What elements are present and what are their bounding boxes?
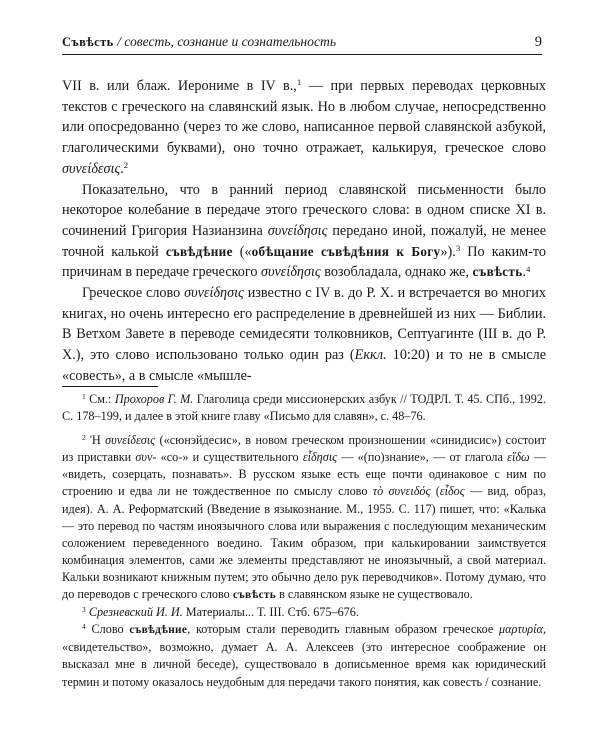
greek-word: εἶδησις [302, 450, 338, 465]
greek-word: συνείδησις [184, 285, 244, 302]
footnote-4: $^4$ Слово съвѣдѣние, которым стали переводить главным образом греческое μαρτυρία, «свидетельство», возможно, думает А. А. Алексеев (это интересное соображение он высказал мне в личной беседе), существовало в дописьменное время как юридический термин и потому оказалось неудобным для передачи такого понятия, как совесть / сознание. [62, 622, 546, 689]
footnote-number: 4 [82, 622, 86, 632]
greek-word: συνείδεσις [62, 160, 121, 177]
greek-word: συνείδεσις [105, 433, 156, 448]
greek-word: συνείδησις [267, 222, 328, 239]
slavonic-word: съвѣсть [232, 589, 277, 602]
running-head-subtitle: / совесть, сознание и сознательность [113, 34, 337, 49]
page-number: 9 [534, 34, 542, 50]
footnote-ref-4[interactable]: 4 [526, 263, 531, 274]
running-head [62, 34, 336, 50]
paragraph-3: Греческое слово συνείδησις известно с IV в. до Р. Х. и встречается во многих книгах, но очень интересно его распределение в древнейшей из них — Библии. В Ветхом Завете в переводе семидесяти толковников, Септуагинте (III в. до Р. Х.), это слово использовано только один раз (Еккл. 10:20) и то не в смысле «совесть», а в смысле «мышле- [62, 285, 546, 384]
bible-reference: Еккл. [354, 347, 387, 364]
greek-word: συν- [135, 450, 157, 465]
footnote-2: $^2$ Ἡ συνείδεσις («сюнэйдесис», в новом греческом произношении «синидисис») состоит из приставки συν- «со-» и существительного εἶδησις — «(по)знание», — от глагола εἴδω — «видеть, созерцать, познавать». В русском языке есть еще почти одинаковое с ним по строению и едва ли не тождественное по смыслу слово τὸ συνειδός (εἶδος — вид, образ, идея). А. А. Реформатский (Введение в языкознание. М., 1955. С. 117) пишет, что: «Калька — это перевод по частям иноязычного слова или выражения с последующим механическим соложением переведенного воедино. Таким образом, при калькировании заимствуется комбинация элементов, сами же элементы представляют не иноязычный, а свой материал. Кальки возникают книжным путем; это обычно дело рук переводчиков». Потому думаю, что до переводов с греческого слово съвѣсть в славянском языке не существовало. [62, 433, 547, 602]
footnote-3: $^3$ Срезневский И. И. Материалы... Т. III. Стб. 675–676. [82, 604, 359, 620]
greek-word: εἶδος [439, 484, 465, 499]
header-rule [62, 54, 542, 55]
main-text [62, 76, 546, 387]
footnote-number: 2 [82, 433, 86, 443]
footnote-separator [62, 386, 158, 387]
greek-word: τὸ συνειδός [372, 484, 431, 499]
greek-word: συνείδησις [261, 264, 321, 281]
footnote-number: 3 [82, 604, 86, 614]
paragraph-2: Показательно, что в ранний период славянской письменности было некоторое колебание в передаче этого греческого слова: в одном списке XI в. сочинений Григория Назианзина συνείδησις передано иной, пожалуй, не менее точной калькой съвѣдѣние («обѣщание съвѣдѣния к Богу»).$^3$ По каким-то причинам в передаче греческого συνείδησις возобладала, однако же, съвѣсть.$^4$ [62, 181, 547, 281]
page-header [62, 34, 542, 54]
footnote-ref-2[interactable]: 2 [123, 159, 129, 170]
slavonic-word: съвѣдѣние [129, 624, 188, 637]
paragraph-1: VII в. или блаж. Иерониме в IV в.,$^1$ — при первых переводах церковных текстов с греческого на славянский язык. Но в любом случае, непосредственно или опосредованно (через то же слово, написанное первой славянской азбукой, глаголическими буквами), оно точно отражает, калькируя, греческое слово συνείδεσις.$^2$ [62, 77, 546, 177]
slavonic-phrase: обѣщание съвѣдѣния к Богу [251, 243, 441, 259]
footnote-number: 1 [82, 391, 86, 401]
footnote-1: $^1$ См.: Прохоров Г. М. Глаголица среди миссионерских азбук // ТОДРЛ. Т. 45. СПб., 1992. С. 178–199, и далее в этой книге главу «Письмо для славян», с. 48–76. [62, 391, 546, 424]
footnote-ref-3[interactable]: 3 [455, 242, 461, 253]
footnote-ref-1[interactable]: 1 [296, 77, 302, 88]
running-head-word: Съвѣсть [62, 35, 114, 49]
footnotes [62, 391, 546, 691]
slavonic-word: съвѣсть [472, 264, 523, 280]
slavonic-word: съвѣдѣние [165, 243, 233, 259]
author-name: Срезневский И. И. [88, 605, 183, 620]
greek-word: εἴδω [507, 450, 530, 465]
author-name: Прохоров Г. М. [114, 392, 194, 406]
greek-word: μαρτυρία [498, 622, 543, 637]
